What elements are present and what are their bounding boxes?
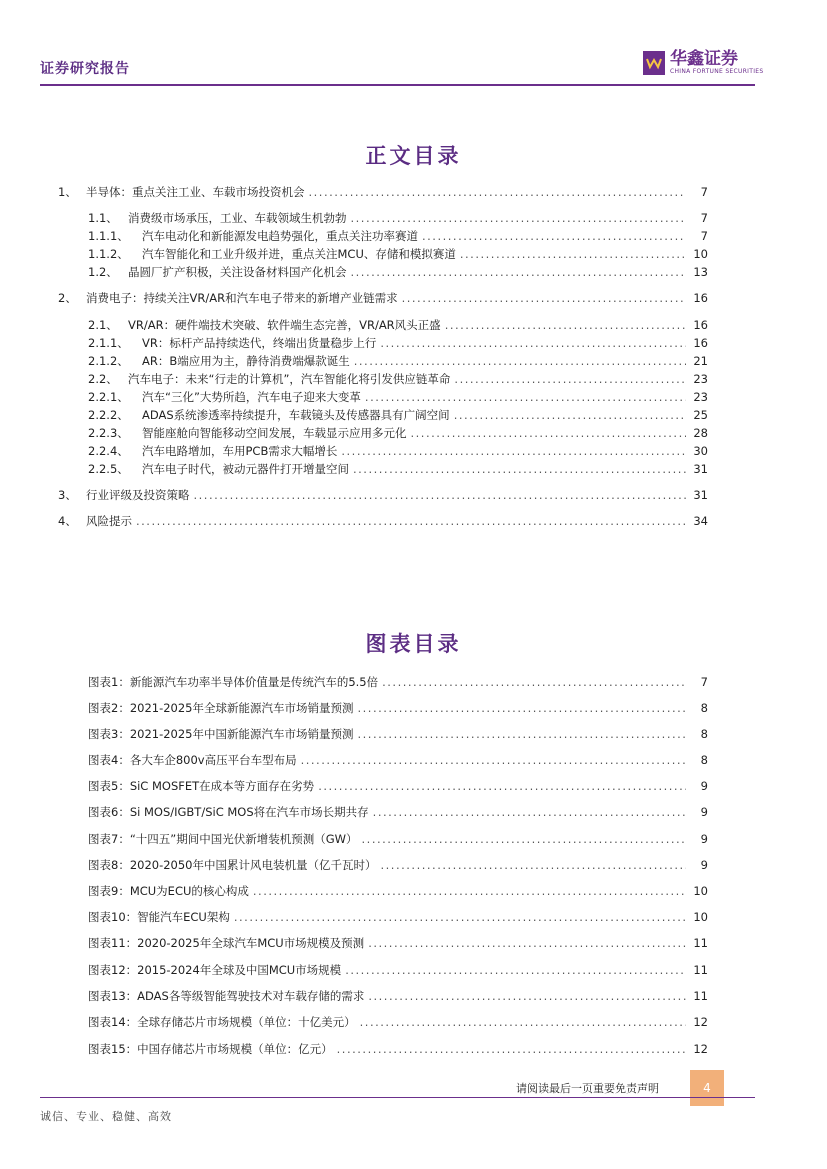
figure-entry[interactable]: 图表13：ADAS各等级智能驾驶技术对车载存储的需求 ..... 11 [88, 989, 708, 1003]
toc-entry[interactable]: 1.1.2、 汽车智能化和工业升级并进，重点关注MCU、存储和模拟赛道 ..... 10 [88, 247, 708, 261]
toc-entry[interactable]: 1.2、 晶圆厂扩产积极，关注设备材料国产化机会 ..... 13 [88, 265, 708, 279]
toc-entry[interactable]: 1.1.1、 汽车电动化和新能源发电趋势强化，重点关注功率赛道 ..... 7 [88, 229, 708, 243]
figure-entry[interactable]: 图表12：2015-2024年全球及中国MCU市场规模 ..... 11 [88, 963, 708, 977]
logo-mark-icon [643, 51, 665, 75]
figure-entry[interactable]: 图表11：2020-2025年全球汽车MCU市场规模及预测 ..... 11 [88, 936, 708, 950]
logo-chinese-name: 华鑫证券 [670, 49, 738, 69]
figure-entry[interactable]: 图表7：“十四五”期间中国光伏新增装机预测（GW） ..... 9 [88, 832, 708, 846]
disclaimer-link[interactable]: 请阅读最后一页重要免责声明 [516, 1082, 659, 1095]
figures-title: 图表目录 [365, 631, 462, 656]
page-number-badge: 4 [690, 1070, 724, 1106]
toc-entry[interactable]: 2.2.5、 汽车电子时代，被动元器件打开增量空间 ..... 31 [88, 462, 708, 476]
company-motto: 诚信、专业、稳健、高效 [40, 1110, 172, 1123]
figure-entry[interactable]: 图表4：各大车企800v高压平台车型布局 ..... 8 [88, 753, 708, 767]
toc-entry[interactable]: 1.1、 消费级市场承压，工业、车载领域生机勃勃 ..... 7 [88, 211, 708, 225]
toc-entry[interactable]: 2.2.1、 汽车“三化”大势所趋，汽车电子迎来大变革 ..... 23 [88, 390, 708, 404]
toc-entry[interactable]: 2.2.2、 ADAS系统渗透率持续提升，车载镜头及传感器具有广阔空间 ..... 25 [88, 408, 708, 422]
figure-entry[interactable]: 图表3：2021-2025年中国新能源汽车市场销量预测 ..... 8 [88, 727, 708, 741]
figure-entry[interactable]: 图表1：新能源汽车功率半导体价值量是传统汽车的5.5倍 ..... 7 [88, 675, 708, 689]
figure-entry[interactable]: 图表14：全球存储芯片市场规模（单位：十亿美元） ..... 12 [88, 1015, 708, 1029]
footer-divider [40, 1097, 755, 1098]
toc-entry[interactable]: 2.1、 VR/AR：硬件端技术突破、软件端生态完善，VR/AR风头正盛 ..... 16 [88, 318, 708, 332]
toc-entry[interactable]: 3、 行业评级及投资策略 ..... 31 [58, 488, 708, 502]
header-divider [40, 84, 755, 86]
toc-entry[interactable]: 2.2、 汽车电子：未来“行走的计算机”，汽车智能化将引发供应链革命 ..... 23 [88, 372, 708, 386]
toc-title: 正文目录 [365, 143, 462, 168]
logo-english-name: CHINA FORTUNE SECURITIES [670, 68, 764, 75]
figure-entry[interactable]: 图表15：中国存储芯片市场规模（单位：亿元） ..... 12 [88, 1042, 708, 1056]
toc-entry[interactable]: 2.1.1、 VR：标杆产品持续迭代，终端出货量稳步上行 ..... 16 [88, 336, 708, 350]
figure-entry[interactable]: 图表9：MCU为ECU的核心构成 ..... 10 [88, 884, 708, 898]
figure-entry[interactable]: 图表8：2020-2050年中国累计风电装机量（亿千瓦时） ..... 9 [88, 858, 708, 872]
figure-entry[interactable]: 图表6：Si MOS/IGBT/SiC MOS将在汽车市场长期共存 ..... 9 [88, 805, 708, 819]
report-type-label: 证券研究报告 [40, 61, 130, 77]
figure-entry[interactable]: 图表5：SiC MOSFET在成本等方面存在劣势 ..... 9 [88, 779, 708, 793]
toc-entry[interactable]: 1、 半导体：重点关注工业、车载市场投资机会 ..... 7 [58, 185, 708, 199]
toc-entry[interactable]: 4、 风险提示 ..... 34 [58, 514, 708, 528]
company-logo [643, 50, 763, 76]
toc-entry[interactable]: 2.2.3、 智能座舱向智能移动空间发展，车载显示应用多元化 ..... 28 [88, 426, 708, 440]
figure-entry[interactable]: 图表2：2021-2025年全球新能源汽车市场销量预测 ..... 8 [88, 701, 708, 715]
toc-entry[interactable]: 2.1.2、 AR：B端应用为主，静待消费端爆款诞生 ..... 21 [88, 354, 708, 368]
toc-entry[interactable]: 2、 消费电子：持续关注VR/AR和汽车电子带来的新增产业链需求 ..... 16 [58, 291, 708, 305]
toc-entry[interactable]: 2.2.4、 汽车电路增加，车用PCB需求大幅增长 ..... 30 [88, 444, 708, 458]
figure-entry[interactable]: 图表10：智能汽车ECU架构 ..... 10 [88, 910, 708, 924]
